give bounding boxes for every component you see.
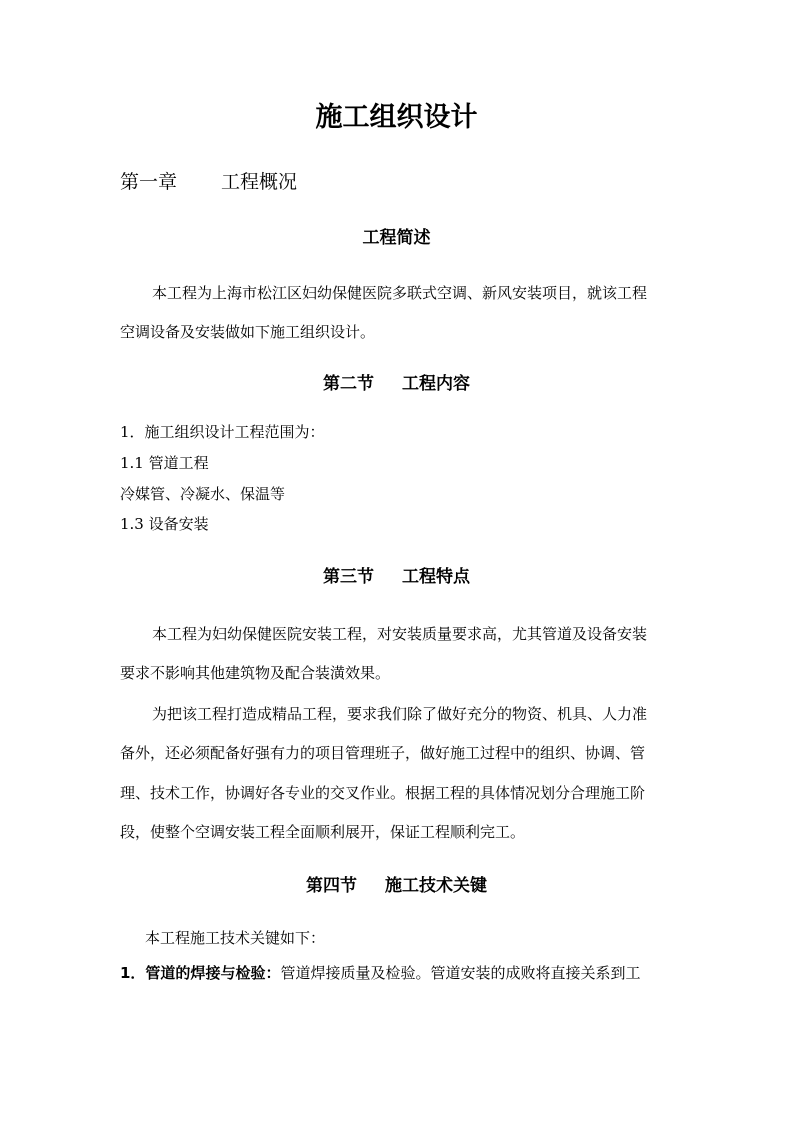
paragraph-line: 空调设备及安装做如下施工组织设计。 <box>120 323 376 341</box>
list-item-text: 管道焊接质量及检验。管道安装的成败将直接关系到工 <box>280 964 641 982</box>
chapter-heading <box>120 168 297 196</box>
paragraph-line: 备外，还必须配备好强有力的项目管理班子，做好施工过程中的组织、协调、管 <box>120 744 646 762</box>
section-number: 第四节 <box>306 876 357 896</box>
document-title: 施工组织设计 <box>315 102 478 133</box>
list-line: 1.1 管道工程 <box>120 454 209 472</box>
chapter-number: 第一章 <box>120 171 178 193</box>
paragraph-line: 本工程为妇幼保健医院安装工程，对安装质量要求高，尤其管道及设备安装 <box>152 625 648 643</box>
section-heading-key-techniques <box>0 874 793 898</box>
list-item-label: 1．管道的焊接与检验： <box>120 964 281 982</box>
list-line: 1.3 设备安装 <box>120 515 209 533</box>
section-number: 第三节 <box>323 567 374 587</box>
section-number: 第二节 <box>323 374 374 394</box>
paragraph-line: 为把该工程打造成精品工程，要求我们除了做好充分的物资、机具、人力准 <box>152 705 648 723</box>
list-line: 冷媒管、冷凝水、保温等 <box>120 485 286 503</box>
chapter-title: 工程概况 <box>221 171 298 193</box>
paragraph-line: 理、技术工作，协调好各专业的交叉作业。根据工程的具体情况划分合理施工阶 <box>120 784 646 802</box>
list-item <box>120 963 640 983</box>
section-heading-overview: 工程简述 <box>362 228 431 248</box>
section-title: 工程特点 <box>402 567 470 587</box>
paragraph-line: 本工程为上海市松江区妇幼保健医院多联式空调、新风安装项目，就该工程 <box>152 284 648 302</box>
list-line: 1．施工组织设计工程范围为： <box>120 423 325 441</box>
section-title: 施工技术关键 <box>385 876 487 896</box>
paragraph-line: 段，使整个空调安装工程全面顺利展开，保证工程顺利完工。 <box>120 823 526 841</box>
paragraph-line: 本工程施工技术关键如下： <box>145 929 326 947</box>
section-heading-content <box>0 372 793 396</box>
section-title: 工程内容 <box>402 374 470 394</box>
paragraph-line: 要求不影响其他建筑物及配合装潢效果。 <box>120 664 391 682</box>
section-heading-features <box>0 565 793 589</box>
